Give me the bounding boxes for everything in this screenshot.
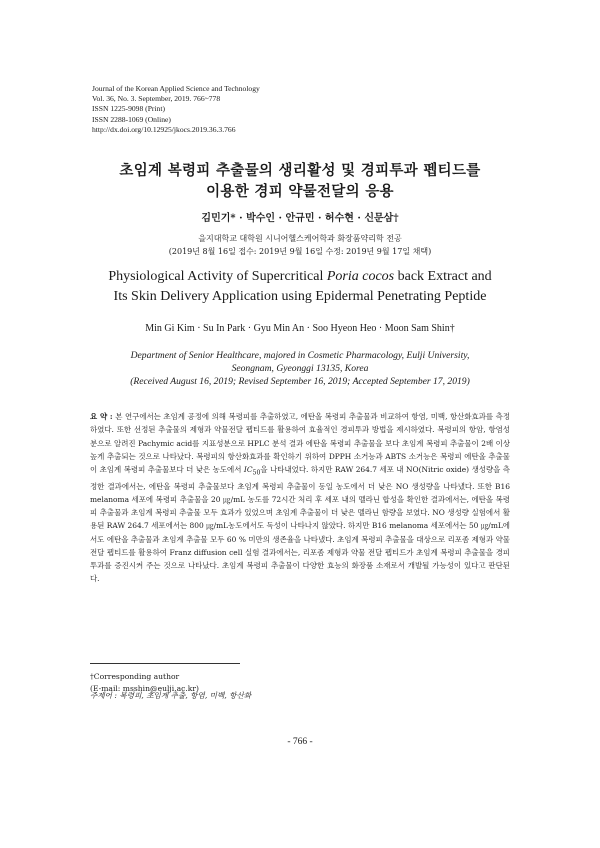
english-title bbox=[0, 267, 600, 307]
issn-online: ISSN 2288-1069 (Online) bbox=[92, 114, 171, 124]
abstract-label: 요 약 : bbox=[90, 412, 113, 421]
ic50-subscript: 50 bbox=[252, 469, 261, 477]
english-title-line1 bbox=[0, 267, 600, 287]
english-affiliation-line1: Department of Senior Healthcare, majored in Cosmetic Pharmacology, Eulji University, bbox=[130, 350, 470, 361]
ic50-symbol: IC bbox=[243, 465, 253, 474]
english-title-species: Poria cocos bbox=[326, 269, 395, 284]
doi-link[interactable]: http://dx.doi.org/10.12925/jkocs.2019.36.3.766 bbox=[92, 124, 236, 134]
korean-authors: 김민기* · 박수인 · 안규민 · 허수현 · 신문삼† bbox=[201, 213, 399, 224]
english-dates: (Received August 16, 2019; Revised September 16, 2019; Accepted September 17, 2019) bbox=[130, 376, 470, 387]
abstract-text-part1: 본 연구에서는 초임계 공정에 의해 복령피를 추출하였고, 에탄올 복령피 추출물과 비교하여 항염, 미백, 항산화효과를 측정하였다. 또한 선정된 추출물의 제형과 약물전달 펩티드를 활용하여 효율적인 경피투과 방법을 제시하였다. 복령피의 항암, 항염성분으로 알려진 Pachymic acid를 지표성분으로 HPLC 분석 결과 에탄올 복령피 추출물을 보다 초임계 복령피 추출물이 2배 이상 높게 추출되는 것으로 나타났다. 복령피의 항산화효과를 확인하기 위하여 DPPH 소거능과 ABTS 소거능은 복령피 에탄올 추출물이 초임계 복령피 추출물보다 더 낮은 농도에서 bbox=[90, 412, 511, 474]
page-number: - 766 - bbox=[287, 737, 313, 747]
english-affiliation-line2: Seongnam, Gyeonggi 13135, Korea bbox=[231, 363, 369, 374]
korean-title bbox=[0, 160, 600, 202]
korean-affiliation-text: 을지대학교 대학원 시니어헬스케어학과 화장품약리학 전공 bbox=[198, 234, 402, 243]
korean-dates: (2019년 8월 16일 접수: 2019년 9월 16일 수정: 2019년 9월 17일 채택) bbox=[168, 246, 432, 256]
keywords: 주제어 : 복령피, 초임계 추출, 항염, 미백, 항산화 bbox=[90, 691, 252, 700]
journal-volume: Vol. 36, No. 3. September, 2019. 766~778 bbox=[92, 94, 221, 104]
abstract bbox=[90, 410, 510, 586]
korean-title-line1: 초임계 복령피 추출물의 생리활성 및 경피투과 펩티드를 bbox=[119, 162, 481, 179]
english-title-pre: Physiological Activity of Supercritical bbox=[108, 269, 327, 284]
journal-name: Journal of the Korean Applied Science and Technology bbox=[92, 84, 260, 93]
english-affiliation bbox=[0, 349, 600, 388]
journal-info bbox=[92, 84, 260, 135]
english-title-line2: Its Skin Delivery Application using Epidermal Penetrating Peptide bbox=[113, 289, 487, 304]
author-email[interactable]: (E-mail: msshin@eulji.ac.kr) bbox=[90, 684, 199, 693]
corresponding-author: †Corresponding author bbox=[90, 672, 180, 681]
english-authors: Min Gi Kim · Su In Park · Gyu Min An · Soo Hyeon Heo · Moon Sam Shin† bbox=[145, 323, 455, 334]
abstract-text-part2: 을 나타내었다. 하지만 RAW 264.7 세포 내 NO(Nitric oxide) 생성량을 측정한 결과에서는, 에탄올 복령피 추출물보다 초임계 복령피 추출물이 동일 농도에서 더 낮은 NO 생성량을 나타냈다. 또한 B16 melanoma 세포에 복령피 추출물을 20 ㎍/mL 농도를 72시간 처리 후 세포 내의 멜라닌 합성을 확인한 결과에서는, 에탄올 복령피 추출물과 초임계 복령피 추출물 모두 효과가 있었으며 초임계 추출물이 더 낮은 멜라닌 함량을 보였다. NO 생성량 실험에서 활용된 RAW 264.7 세포에서는 800 ㎍/mL농도에서도 독성이 나타나지 않았다. 하지만 B16 melanoma 세포에서는 50 ㎍/mL에서도 에탄올 추출물과 초임계 추출물 모두 60 % 미만의 생존율을 나타냈다. 초임계 복령피 추출물을 대상으로 리포좀 제형과 약물전달 펩티드를 활용하여 Franz diffusion cell 실험 결과에서는, 리포좀 제형과 약물 전달 펩티드가 초임계 복령피 추출물을 경피 투과를 증진시켜 주는 것으로 나타났다. 초임계 복령피 추출물이 다양한 효능의 화장품 소재로서 개발될 가능성이 있다고 판단된다. bbox=[90, 465, 510, 584]
footnote-divider bbox=[90, 663, 240, 664]
issn-print: ISSN 1225-9098 (Print) bbox=[92, 104, 165, 114]
english-title-post: back Extract and bbox=[394, 269, 492, 284]
korean-affiliation bbox=[0, 233, 600, 258]
korean-title-line2: 이용한 경피 약물전달의 응용 bbox=[206, 183, 394, 200]
footnote bbox=[90, 671, 199, 695]
